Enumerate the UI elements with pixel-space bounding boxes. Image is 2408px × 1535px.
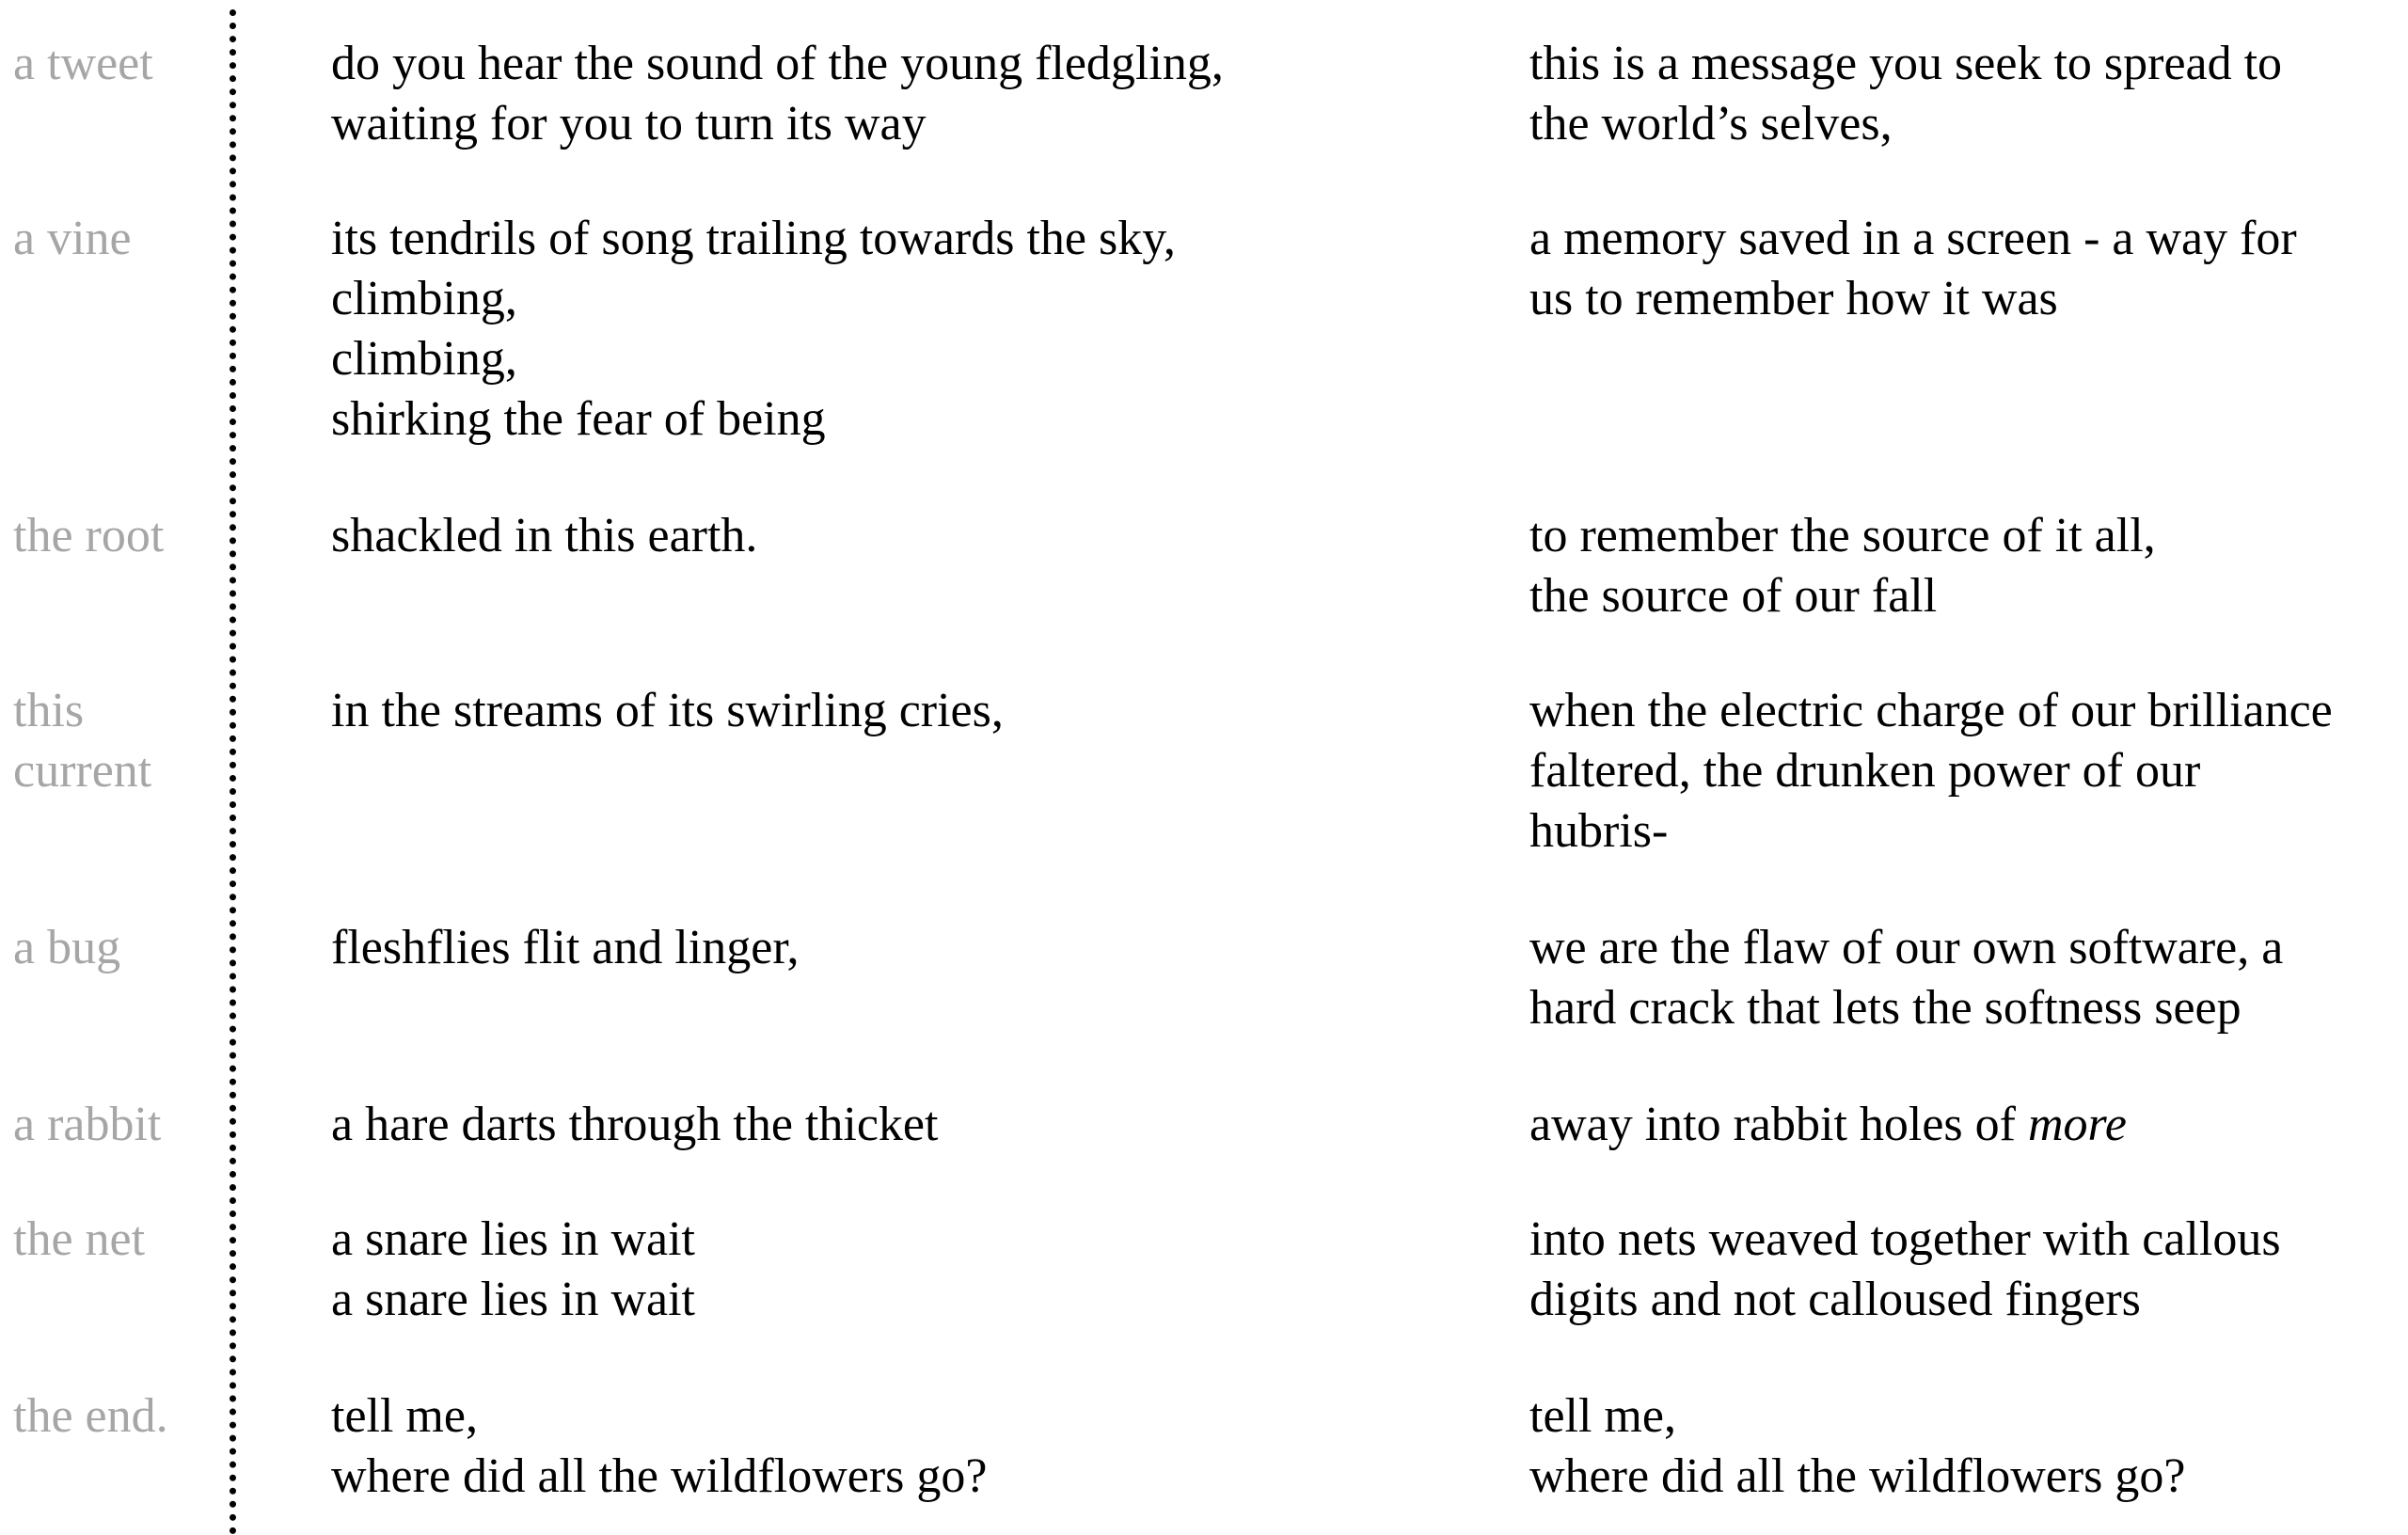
- stanza-left-text: in the streams of its swirling cries,: [331, 684, 1004, 737]
- stanza-left-text: shackled in this earth.: [331, 509, 758, 562]
- stanza-label: the root: [13, 509, 165, 562]
- stanza-right-text: [1529, 1095, 2395, 1155]
- stanza-right-text: into nets weaved together with callous digits and not calloused fingers: [1529, 1212, 2281, 1326]
- stanza-right-text: we are the flaw of our own software, a hard crack that lets the softness seep: [1529, 921, 2284, 1035]
- stanza-right-text: this is a message you seek to spread to the world’s selves,: [1529, 37, 2283, 150]
- stanza-label: a bug: [13, 921, 121, 974]
- stanza-label: a tweet: [13, 37, 153, 90]
- dotted-divider: [230, 9, 236, 1535]
- stanza-label: the net: [13, 1212, 146, 1266]
- right-text-prefix: away into rabbit holes of: [1529, 1098, 2028, 1151]
- stanza-left-text: do you hear the sound of the young fledgling, waiting for you to turn its way: [331, 37, 1224, 150]
- stanza-left-text: tell me, where did all the wildflowers go?: [331, 1389, 988, 1503]
- stanza-left-text: a snare lies in wait a snare lies in wait: [331, 1212, 695, 1326]
- stanza-right-text: a memory saved in a screen - a way for us to remember how it was: [1529, 212, 2297, 325]
- stanza-left-text: fleshflies flit and linger,: [331, 921, 800, 974]
- emphasis-word: more: [2027, 1098, 2127, 1151]
- stanza-left-text: its tendrils of song trailing towards the sky, climbing, climbing, shirking the fear of being: [331, 212, 1176, 446]
- stanza-left-text: a hare darts through the thicket: [331, 1098, 939, 1151]
- stanza-right-text: to remember the source of it all, the source of our fall: [1529, 509, 2156, 623]
- stanza-label: the end.: [13, 1389, 168, 1443]
- stanza-right-text: tell me, where did all the wildflowers go?: [1529, 1389, 2186, 1503]
- stanza-label: a vine: [13, 212, 132, 265]
- stanza-label: this current: [13, 684, 152, 798]
- stanza-label: a rabbit: [13, 1098, 162, 1151]
- stanza-right-text: when the electric charge of our brilliance faltered, the drunken power of our hubris-: [1529, 684, 2333, 858]
